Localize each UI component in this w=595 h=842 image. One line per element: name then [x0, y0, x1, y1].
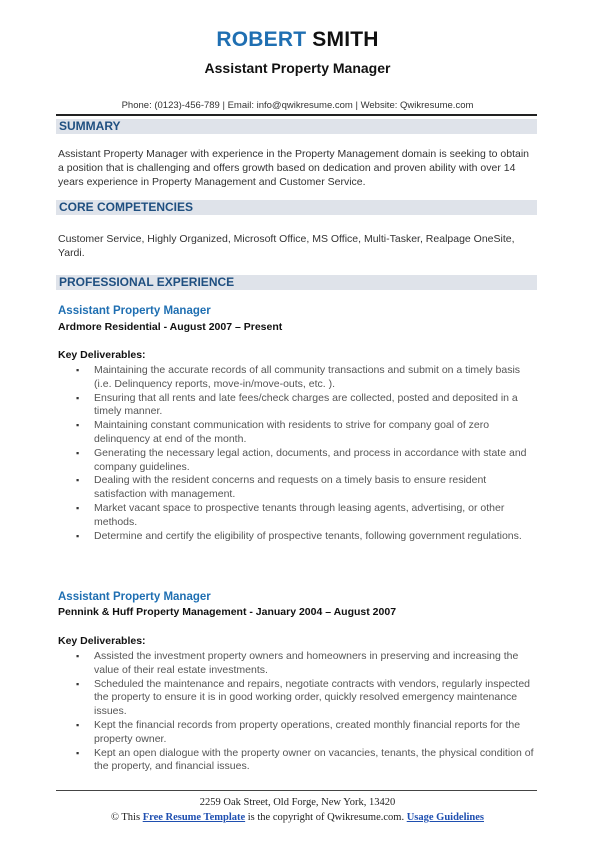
job-company-dates: Pennink & Huff Property Management - January 2004 – August 2007 [58, 606, 397, 618]
list-item: ▪ Maintaining constant communication with residents to strive for company goal of zero delinquency at end of the month. [58, 419, 538, 447]
job-company-dates: Ardmore Residential - August 2007 – Present [58, 321, 283, 333]
key-deliverables-label: Key Deliverables: [58, 349, 146, 361]
copyright-prefix: © This [110, 812, 141, 823]
section-heading-experience: PROFESSIONAL EXPERIENCE [56, 275, 537, 290]
footer-address: 2259 Oak Street, Old Forge, New York, 13420 [199, 797, 396, 808]
list-item: ▪ Scheduled the maintenance and repairs, negotiate contracts with vendors, regularly inspected the property to ensure it is in good working order, quickly resolved emergency maintenance issues. [58, 678, 538, 719]
first-name: ROBERT [216, 28, 307, 51]
list-item: ▪ Market vacant space to prospective tenants through leasing agents, advertising, or other methods. [58, 502, 538, 530]
competencies-text: Customer Service, Highly Organized, Microsoft Office, MS Office, Multi-Tasker, Realpage OneSite, Yardi. [58, 233, 515, 259]
usage-guidelines-link[interactable]: Usage Guidelines [406, 812, 485, 823]
list-item: ▪ Kept the financial records from property operations, created monthly financial reports for the property owner. [58, 719, 538, 747]
job-bullet-list [58, 650, 538, 774]
candidate-name [0, 28, 595, 52]
list-item: ▪ Kept an open dialogue with the property owner on vacancies, tenants, the physical condition of the property, and financial issues. [58, 747, 538, 775]
free-resume-template-link[interactable]: Free Resume Template [142, 812, 246, 823]
contact-line: Phone: (0123)-456-789 | Email: info@qwikresume.com | Website: Qwikresume.com [121, 100, 474, 111]
list-item: ▪ Maintaining the accurate records of all community transactions and submit on a timely basis (i.e. Delinquency reports, move-in/move-outs, etc. ). [58, 364, 538, 392]
last-name: SMITH [312, 28, 379, 51]
section-heading-competencies: CORE COMPETENCIES [56, 200, 537, 215]
list-item: ▪ Generating the necessary legal action, documents, and process in accordance with state and company guidelines. [58, 447, 538, 475]
copyright-middle: is the copyright of Qwikresume.com. [247, 812, 405, 823]
candidate-title: Assistant Property Manager [204, 60, 391, 76]
job-bullet-list [58, 364, 538, 543]
footer-divider [56, 790, 537, 791]
footer-copyright [0, 812, 595, 823]
job-title: Assistant Property Manager [58, 591, 211, 603]
key-deliverables-label: Key Deliverables: [58, 635, 146, 647]
summary-text: Assistant Property Manager with experience in the Property Management domain is seeking to obtain a position that is challenging and offers growth based on dedication and proven ability with over 14 years experience in Property Management and Customer Service. [58, 148, 530, 188]
header-divider [56, 114, 537, 116]
list-item: ▪ Dealing with the resident concerns and requests on a timely basis to ensure resident satisfaction with management. [58, 474, 538, 502]
list-item: ▪ Determine and certify the eligibility of prospective tenants, following government regulations. [58, 530, 538, 544]
list-item: ▪ Assisted the investment property owners and homeowners in preserving and increasing the value of their real estate investments. [58, 650, 538, 678]
section-heading-summary: SUMMARY [56, 119, 537, 134]
job-title: Assistant Property Manager [58, 305, 211, 317]
list-item: ▪ Ensuring that all rents and late fees/check charges are collected, posted and deposited in a timely manner. [58, 392, 538, 420]
